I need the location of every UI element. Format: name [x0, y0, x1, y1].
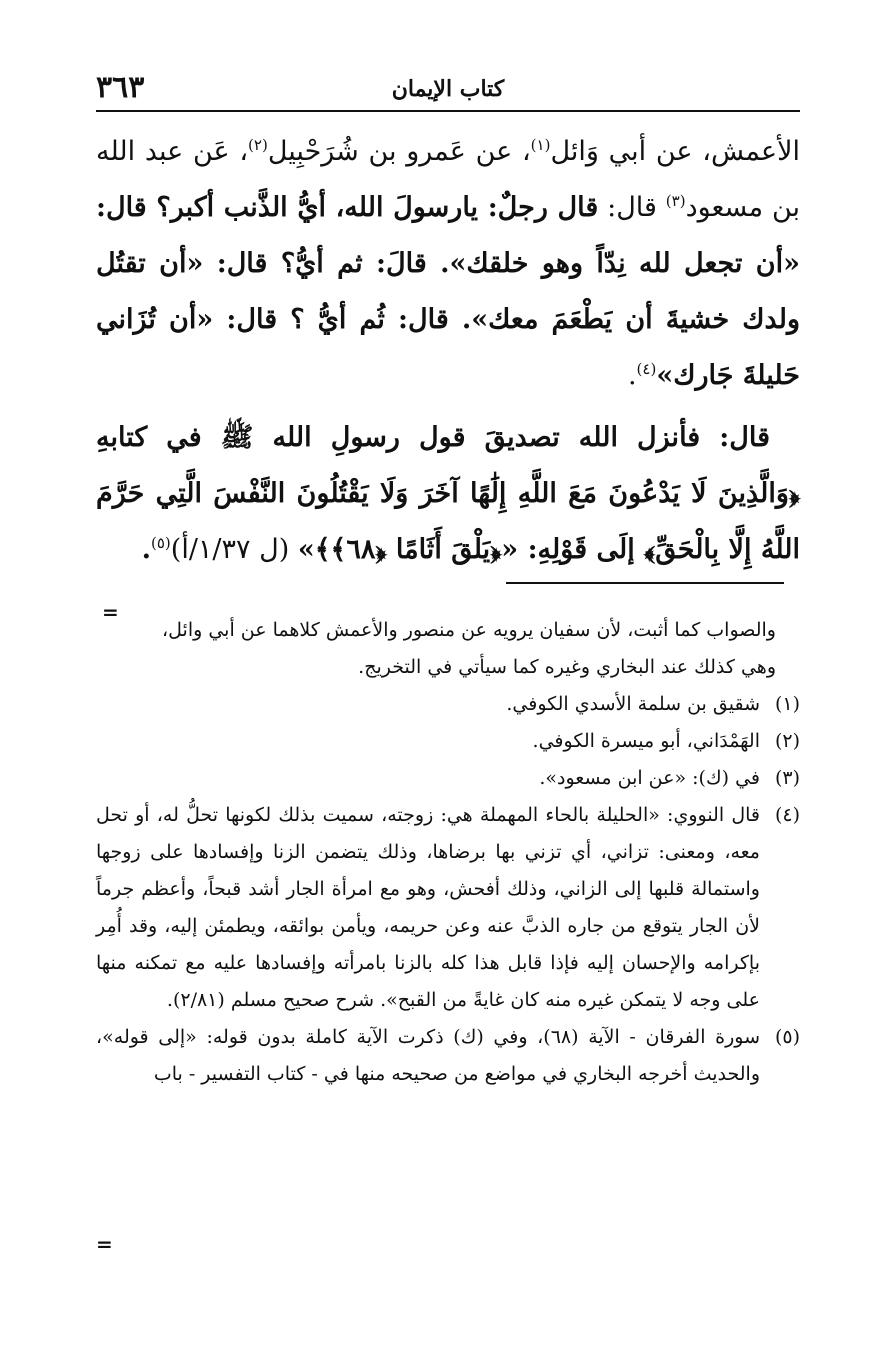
- narrator-chain-3: ، عَن عبد الله بن مسعود: [96, 136, 801, 223]
- footnote-number: (٥): [774, 1026, 800, 1048]
- footnote-text: سورة الفرقان - الآية (٦٨)، وفي (ك) ذكرت الآية كاملة بدون قوله: «إلى قوله»، والحديث أخرجه البخاري في مواضع من صحيحه منها في - كتاب التفسير - باب: [96, 1026, 760, 1085]
- narrator-chain-2: ، عن عَمرو بن شُرَحْبِيل: [267, 136, 531, 167]
- until-his-saying: إلَى قَوْلِهِ:: [518, 534, 645, 565]
- narrator-said: قال:: [598, 192, 666, 223]
- footnote-ref-1[interactable]: (١): [530, 136, 551, 154]
- footnote-3: [96, 760, 800, 797]
- footnote-text: شقيق بن سلمة الأسدي الكوفي.: [506, 693, 760, 715]
- footnote-separator: [506, 582, 784, 584]
- continuation-mark: =: [102, 600, 119, 624]
- footnote-number: (٣): [774, 767, 800, 789]
- footnote-continuation-line-2: وهي كذلك عند البخاري وغيره كما سيأتي في التخريج.: [358, 656, 776, 678]
- footnote-2: [96, 723, 800, 760]
- footnote-1: [96, 686, 800, 723]
- page-number: ٣٦٣: [96, 70, 145, 105]
- revelation-paragraph: [96, 410, 800, 578]
- manuscript-folio: (ل ١/٣٧/أ): [170, 534, 298, 565]
- footnote-text: في (ك): «عن ابن مسعود».: [539, 767, 760, 789]
- running-title: كتاب الإيمان: [391, 76, 505, 102]
- narrator-chain-1: الأعمش، عن أبي وَائل: [550, 136, 800, 167]
- paragraph-end-2: .: [141, 534, 151, 565]
- footnote-ref-5[interactable]: (٥): [151, 534, 171, 552]
- footnote-number: (٢): [774, 730, 800, 752]
- hadith-matn: قال رجلٌ: يارسولَ الله، أيُّ الذَّنب أكبر؟ قال: «أن تجعل لله نِدّاً وهو خلقك». قالَ: ثم أيُّ؟ قال: «أن تقتُل ولدك خشيةَ أن يَطْعَمَ معك». قال: ثُم أيُّ ؟ قال: «أن تُزَاني حَليلةَ جَارك»: [96, 192, 800, 391]
- footnote-ref-2[interactable]: (٢): [248, 136, 268, 154]
- footnote-text: قال النووي: «الحليلة بالحاء المهملة هي: زوجته، سميت بذلك لكونها تحلُّ له، أو تحل معه، ومعنى: تزاني، أي تزني بها برضاها، وذلك يتضمن الزنا وإفسادها على زوجها واستمالة قلبها إلى الزاني، وذلك أفحش، وهو مع امرأة الجار أشد قبحاً، وأعظم جرماً لأن الجار يتوقع من جاره الذبَّ عنه وعن حريمه، ويأمن بوائقه، ويطمئن إليه، وقد أُمِر بإكرامه والإحسان إليه فإذا قابل هذا كله بالزنا بامرأته وإفسادها عليه مع تمكنه منها على وجه لا يتمكن غيره منه كان غايةً من القبح». شرح صحيح مسلم (٢/٨١).: [96, 804, 760, 1011]
- paragraph-end: .: [627, 360, 637, 391]
- hadith-paragraph: [96, 124, 800, 404]
- page-header: [96, 72, 800, 112]
- footnote-number: (١): [774, 693, 800, 715]
- footnote-text: الهَمْدَاني، أبو ميسرة الكوفي.: [532, 730, 760, 752]
- footnote-4: [96, 797, 800, 1019]
- footnote-number: (٤): [774, 804, 800, 826]
- footnotes: [96, 612, 800, 1093]
- footnote-5: [96, 1019, 800, 1093]
- quran-verse: ﴿وَالَّذِينَ لَا يَدْعُونَ مَعَ اللَّهِ إِلَٰهًا آخَرَ وَلَا يَقْتُلُونَ النَّفْسَ الَّتِي حَرَّمَ اللَّهُ إِلَّا بِالْحَقِّ﴾: [96, 478, 800, 565]
- footnote-ref-3[interactable]: (٣): [665, 192, 686, 210]
- footnote-continuation-line-1: والصواب كما أثبت، لأن سفيان يرويه عن منصور والأعمش كلاهما عن أبي وائل،: [162, 619, 776, 641]
- continues-next-page-mark: =: [96, 1232, 113, 1256]
- main-text: [96, 124, 800, 578]
- quran-verse-end: «﴿يَلْقَ أَثَامًا ﴿٦٨﴾﴾»: [297, 534, 519, 565]
- footnote-ref-4[interactable]: (٤): [636, 360, 657, 378]
- revelation-intro: قال: فأنزل الله تصديقَ قول رسولِ الله ﷺ في كتابهِ: [96, 422, 770, 453]
